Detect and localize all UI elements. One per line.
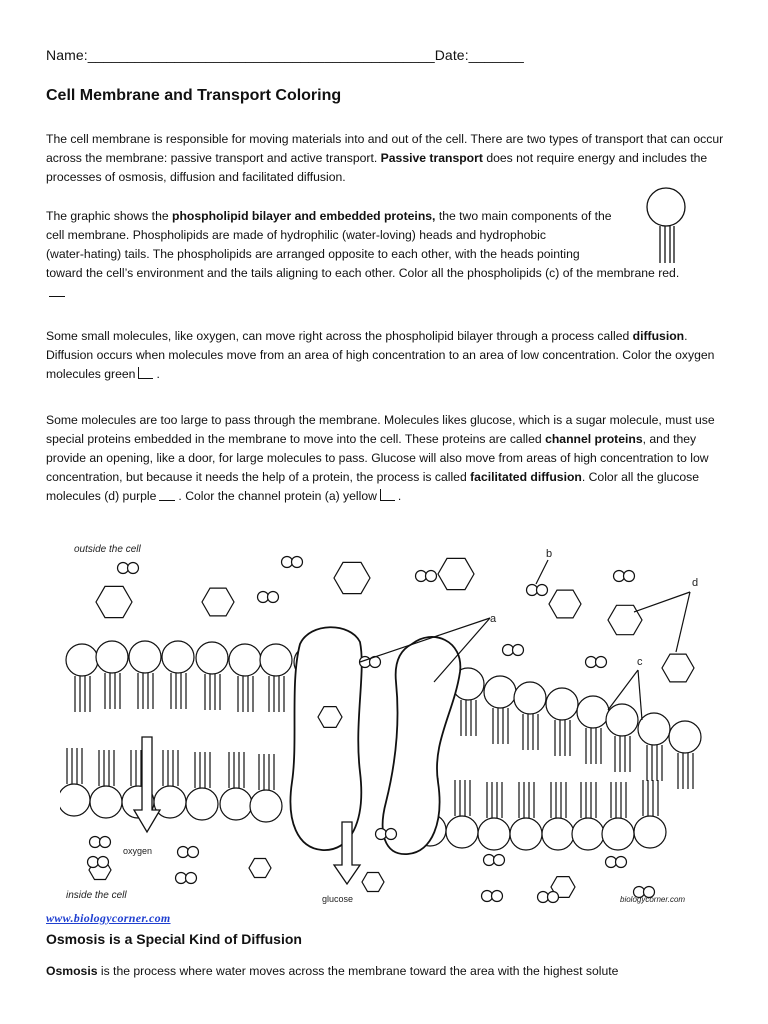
oxygen-molecule [494, 855, 505, 866]
pointer-line-d [676, 592, 690, 652]
facilitated-text: Some molecules are too large to pass through the membrane. Molecules likes glucose, which is a sugar molecule, must use special proteins embedded in the membrane to move into the cell. These proteins are called [46, 413, 715, 446]
glucose-molecule [438, 558, 474, 589]
osmosis-text: is the process where water moves across the membrane toward the area with the highest solute [97, 964, 619, 978]
channel-protein [290, 627, 361, 850]
glucose-molecule [334, 562, 370, 593]
oxygen-molecule [100, 837, 111, 848]
oxygen-molecule [586, 657, 597, 668]
inside-cell-label: inside the cell [66, 890, 127, 901]
phospholipid-head [510, 818, 542, 850]
phospholipid-head [446, 816, 478, 848]
phospholipid-head [546, 688, 578, 720]
phospholipid-head [478, 818, 510, 850]
phospholipid-head [220, 788, 252, 820]
oxygen-molecule [484, 855, 495, 866]
oxygen-molecule [482, 891, 493, 902]
phospholipid-text: The graphic shows the [46, 209, 173, 223]
oxygen-molecule [503, 645, 514, 656]
glucose-molecule [96, 586, 132, 617]
phospholipid-head [229, 644, 261, 676]
label-b: b [546, 548, 553, 560]
oxygen-molecule [548, 892, 559, 903]
oxygen-molecule [538, 892, 549, 903]
intro-paragraph [46, 130, 736, 187]
bilayer-term: phospholipid bilayer and embedded proteins, [172, 209, 436, 223]
oxygen-molecule [118, 563, 129, 574]
phospholipid-head [162, 641, 194, 673]
green-color-blank[interactable] [138, 367, 153, 379]
oxygen-arrow [134, 737, 160, 832]
channel-protein [383, 637, 461, 854]
phospholipid-head [186, 788, 218, 820]
diffusion-text-end: . [156, 367, 160, 381]
osmosis-heading: Osmosis is a Special Kind of Diffusion [46, 931, 302, 947]
channel-proteins-term: channel proteins [545, 432, 643, 446]
intro-text: The cell membrane is responsible for moving materials into and out of the cell. There are two types of transport that can occur across the membrane: passive transport and active transport. [46, 132, 724, 165]
phospholipid-head [90, 786, 122, 818]
passive-transport-term: Passive transport [380, 151, 483, 165]
phospholipid-head [514, 682, 546, 714]
facilitated-text-2: , and they provide an opening, like a door, for large molecules to pass. Glucose will also move from areas of high concentration to low concentration, but because it needs the help of a protein, the process is called [46, 432, 709, 484]
oxygen-molecule [90, 837, 101, 848]
intro-text-end: does not require energy and includes the processes of osmosis, diffusion and facilitated diffusion. [46, 151, 708, 184]
pointer-line-b [536, 560, 548, 584]
oxygen-label: oxygen [123, 846, 153, 856]
glucose-molecule [362, 873, 384, 892]
label-d: d [692, 577, 699, 589]
oxygen-molecule [596, 657, 607, 668]
phospholipid-head [638, 713, 670, 745]
label-c: c [637, 656, 643, 668]
oxygen-molecule [268, 592, 279, 603]
glucose-molecule [549, 590, 581, 618]
oxygen-molecule [176, 873, 187, 884]
oxygen-molecule [186, 873, 197, 884]
outside-cell-label: outside the cell [74, 544, 141, 555]
diffusion-text: Some small molecules, like oxygen, can move right across the phospholipid bilayer through a process called [46, 329, 633, 343]
oxygen-molecule [178, 847, 189, 858]
phospholipid-head [484, 676, 516, 708]
oxygen-molecule [98, 857, 109, 868]
glucose-molecule [662, 654, 694, 682]
glucose-molecule [249, 859, 271, 878]
facilitated-paragraph [46, 411, 736, 506]
facilitated-diffusion-term: facilitated diffusion [470, 470, 582, 484]
phospholipid-text-4: (water-hating) tails. The phospholipids are arranged opposite to each other, with the heads pointing [46, 247, 580, 261]
oxygen-molecule [426, 571, 437, 582]
oxygen-molecule [188, 847, 199, 858]
phospholipid-head [250, 790, 282, 822]
osmosis-term: Osmosis [46, 964, 98, 978]
purple-color-blank[interactable] [159, 489, 175, 501]
oxygen-molecule [624, 571, 635, 582]
phospholipid-head [260, 644, 292, 676]
glucose-molecule [608, 605, 642, 634]
glucose-molecule [318, 707, 342, 728]
diffusion-term: diffusion [632, 329, 685, 343]
phospholipid-head [577, 696, 609, 728]
facilitated-text-end: . [397, 489, 402, 503]
phospholipid-head [634, 816, 666, 848]
oxygen-molecule [527, 585, 538, 596]
name-date-line[interactable]: Name:____________________________________________Date:_______ [46, 47, 524, 63]
oxygen-molecule [386, 829, 397, 840]
phospholipid-head [542, 818, 574, 850]
phospholipid-head [96, 641, 128, 673]
oxygen-molecule [258, 592, 269, 603]
label-a: a [490, 613, 497, 625]
diffusion-paragraph [46, 327, 736, 384]
glucose-label: glucose [322, 894, 354, 904]
oxygen-molecule [616, 857, 627, 868]
oxygen-molecule [282, 557, 293, 568]
oxygen-molecule [606, 857, 617, 868]
oxygen-molecule [492, 891, 503, 902]
phospholipid-text-2: the two main components of the [435, 209, 612, 223]
yellow-color-blank[interactable] [380, 489, 395, 501]
phospholipid-head [606, 704, 638, 736]
phospholipid-icon [644, 187, 688, 267]
phospholipid-text-3: cell membrane. Phospholipids are made of hydrophilic (water-loving) heads and hydrophobic [46, 228, 546, 242]
page-title: Cell Membrane and Transport Coloring [46, 87, 342, 104]
phospholipid-head [129, 641, 161, 673]
pointer-line-c [638, 670, 642, 720]
oxygen-molecule [128, 563, 139, 574]
website-link[interactable]: www.biologycorner.com [46, 911, 171, 925]
credit-label: biologycorner.com [620, 895, 686, 904]
oxygen-molecule [88, 857, 99, 868]
red-color-blank[interactable] [49, 285, 65, 297]
pointer-line-d [634, 592, 690, 612]
membrane-diagram [60, 532, 710, 912]
phospholipid-paragraph [46, 207, 736, 302]
phospholipid-head [602, 818, 634, 850]
oxygen-molecule [292, 557, 303, 568]
diffusion-text-2: . Diffusion occurs when molecules move from an area of high concentration to an area of low concentration. Color the oxygen molecules green [46, 329, 715, 381]
oxygen-molecule [614, 571, 625, 582]
phospholipid-text-5: toward the cell’s environment and the tails aligning to each other. Color all the phospholipids (c) of the membrane red. [46, 266, 680, 280]
phospholipid-head [60, 784, 90, 816]
phospholipid-head [669, 721, 701, 753]
phospholipid-head [572, 818, 604, 850]
osmosis-paragraph [46, 964, 618, 978]
facilitated-text-4: . Color the channel protein (a) yellow [178, 489, 377, 503]
oxygen-molecule [537, 585, 548, 596]
phospholipid-head [66, 644, 98, 676]
oxygen-molecule [376, 829, 387, 840]
facilitated-text-3: . Color all the glucose molecules (d) purple [46, 470, 700, 503]
glucose-molecule [202, 588, 234, 616]
phospholipid-head [196, 642, 228, 674]
oxygen-molecule [416, 571, 427, 582]
oxygen-molecule [513, 645, 524, 656]
